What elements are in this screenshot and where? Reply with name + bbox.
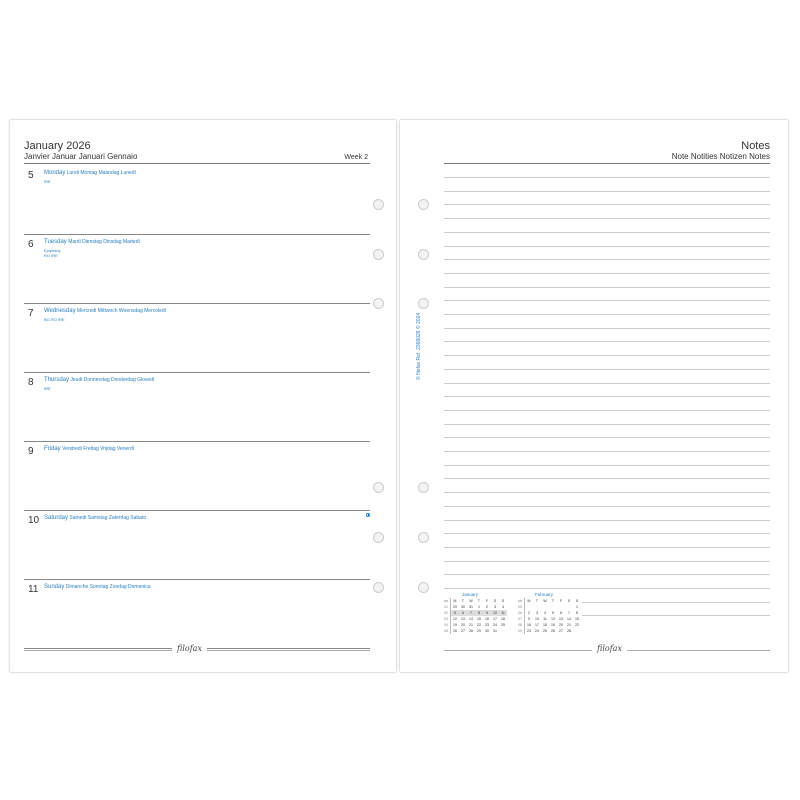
day-number: 8 — [28, 377, 34, 388]
date-cell: 10 — [535, 617, 539, 621]
note-line[interactable] — [444, 355, 770, 356]
weekday-header: T — [535, 599, 539, 603]
note-line[interactable] — [444, 574, 770, 575]
date-cell: 5 — [552, 611, 554, 615]
date-cell: 17 — [535, 623, 539, 627]
note-line[interactable] — [444, 561, 770, 562]
date-cell: 7 — [568, 611, 570, 615]
note-line[interactable] — [444, 259, 770, 260]
note-line[interactable] — [582, 602, 770, 603]
day-names — [44, 584, 151, 590]
holiday-line: Epiphany — [44, 248, 61, 253]
date-cell: 22 — [477, 623, 481, 627]
planner-spread — [10, 120, 788, 672]
date-cell: 24 — [493, 623, 497, 627]
vertical-reference-text: © filofax Ref. 2368026 © 2024 — [416, 312, 422, 380]
day-name-translations: Dimanche Sonntag Zondag Domenica — [65, 584, 151, 590]
date-cell: 8 — [475, 610, 483, 616]
weekday-header: T — [551, 599, 555, 603]
date-cell: 28 — [469, 629, 473, 633]
note-line[interactable] — [444, 410, 770, 411]
note-line[interactable] — [444, 506, 770, 507]
date-cell: 25 — [501, 623, 505, 627]
day-name: Wednesday — [44, 308, 76, 314]
holiday-notes — [44, 386, 51, 391]
date-cell: 15 — [477, 617, 481, 621]
day-name-translations: Jeudi Donnerstag Donderdag Giovedì — [70, 377, 155, 383]
date-cell: 12 — [551, 617, 555, 621]
mini-calendar-title: February — [534, 592, 553, 597]
date-cell: 27 — [559, 629, 563, 633]
date-cell: 22 — [575, 623, 579, 627]
date-cell: 5 — [451, 610, 459, 616]
day-names — [44, 308, 166, 314]
holiday-notes — [44, 317, 65, 322]
note-line[interactable] — [444, 424, 770, 425]
note-line[interactable] — [444, 300, 770, 301]
weekday-header: W — [543, 599, 547, 603]
day-number: 9 — [28, 446, 34, 457]
week-number-cell: 06 — [516, 610, 525, 616]
day-block[interactable] — [24, 579, 370, 649]
date-cell: 31 — [469, 605, 473, 609]
date-cell: 16 — [485, 617, 489, 621]
weekday-header: S — [493, 599, 497, 603]
note-line[interactable] — [444, 246, 770, 247]
holiday-line: BG RO IRE — [44, 317, 65, 322]
note-line[interactable] — [444, 218, 770, 219]
week-number-cell: 03 — [442, 616, 451, 622]
note-line[interactable] — [444, 204, 770, 205]
note-line[interactable] — [444, 547, 770, 548]
note-line[interactable] — [444, 533, 770, 534]
date-cell: 4 — [544, 611, 546, 615]
date-cell: 7 — [467, 610, 475, 616]
date-cell: 16 — [527, 623, 531, 627]
note-line[interactable] — [444, 478, 770, 479]
date-cell: 26 — [551, 629, 555, 633]
weekday-header: W — [469, 599, 473, 603]
note-line[interactable] — [444, 273, 770, 274]
note-line[interactable] — [444, 191, 770, 192]
date-cell: 1 — [576, 605, 578, 609]
day-name: Thursday — [44, 377, 70, 383]
date-cell: 25 — [543, 629, 547, 633]
day-name-translations: Samedi Samstag Zaterdag Sabato — [69, 515, 147, 521]
date-cell: 13 — [461, 617, 465, 621]
day-name-translations: Lundi Montag Maandag Lunedì — [66, 170, 136, 176]
day-names — [44, 239, 140, 245]
date-cell: 10 — [491, 610, 499, 616]
date-cell: 11 — [543, 617, 547, 621]
moon-phase-icon — [366, 513, 370, 517]
date-cell: 30 — [485, 629, 489, 633]
punch-hole — [418, 249, 429, 260]
week-number-cell: 04 — [442, 622, 451, 628]
date-cell: 12 — [453, 617, 457, 621]
day-block[interactable] — [24, 510, 370, 580]
date-cell: 3 — [494, 605, 496, 609]
note-line[interactable] — [444, 232, 770, 233]
punch-hole — [418, 199, 429, 210]
weekday-header: F — [559, 599, 563, 603]
weekday-header: M — [527, 599, 531, 603]
note-line[interactable] — [444, 437, 770, 438]
note-line[interactable] — [444, 177, 770, 178]
holiday-notes — [44, 248, 61, 258]
holiday-line: RO IRE — [44, 253, 58, 258]
date-cell: 8 — [576, 611, 578, 615]
date-cell: 1 — [478, 605, 480, 609]
week-number-cell: 01 — [442, 604, 451, 610]
week-number-cell: 07 — [516, 616, 525, 622]
date-cell: 18 — [501, 617, 505, 621]
date-cell: 17 — [493, 617, 497, 621]
day-name-translations: Mercredi Mittwoch Woensdag Mercoledì — [76, 308, 167, 314]
day-number: 10 — [28, 515, 40, 526]
day-names — [44, 170, 136, 176]
weekday-header: T — [461, 599, 465, 603]
notes-title: Notes — [741, 140, 770, 152]
date-cell: 19 — [453, 623, 457, 627]
day-block[interactable] — [24, 372, 370, 442]
date-cell: 29 — [453, 605, 457, 609]
day-block[interactable] — [24, 165, 370, 235]
date-cell: 11 — [499, 610, 507, 616]
holiday-line: IRE — [44, 386, 51, 391]
holiday-notes — [44, 179, 51, 184]
week-number-cell: 02 — [442, 610, 451, 616]
date-cell: 20 — [461, 623, 465, 627]
month-title: January 2026 — [24, 140, 91, 152]
filofax-logo: filofax — [592, 644, 627, 653]
day-block[interactable] — [24, 441, 370, 511]
date-cell: 19 — [551, 623, 555, 627]
week-number-cell: 05 — [442, 628, 451, 634]
date-cell: 21 — [469, 623, 473, 627]
weekday-header: S — [501, 599, 505, 603]
note-line[interactable] — [582, 615, 770, 616]
date-cell: 2 — [486, 605, 488, 609]
filofax-logo: filofax — [172, 644, 207, 653]
day-name: Saturday — [44, 515, 69, 521]
date-cell: 30 — [461, 605, 465, 609]
date-cell: 29 — [477, 629, 481, 633]
day-number: 5 — [28, 170, 34, 181]
date-cell: 14 — [567, 617, 571, 621]
date-cell: 6 — [560, 611, 562, 615]
day-name: Monday — [44, 170, 66, 176]
note-line[interactable] — [444, 588, 770, 589]
date-cell: 3 — [536, 611, 538, 615]
punch-hole — [418, 582, 429, 593]
note-line[interactable] — [444, 465, 770, 466]
date-cell: 4 — [502, 605, 504, 609]
date-cell: 9 — [483, 610, 491, 616]
date-cell: 20 — [559, 623, 563, 627]
weekday-header: wk — [442, 598, 451, 604]
date-cell: 28 — [567, 629, 571, 633]
punch-hole — [373, 482, 384, 493]
note-line[interactable] — [444, 396, 770, 397]
mini-calendar — [442, 592, 507, 634]
punch-hole — [418, 532, 429, 543]
right-page — [400, 120, 788, 672]
date-cell: 18 — [543, 623, 547, 627]
day-number: 6 — [28, 239, 34, 250]
day-names — [44, 377, 154, 383]
weekday-header: F — [485, 599, 489, 603]
day-name-translations: Vendredi Freitag Vrijdag Venerdì — [62, 446, 135, 452]
weekday-header: S — [567, 599, 571, 603]
punch-hole — [418, 482, 429, 493]
note-line[interactable] — [444, 383, 770, 384]
date-cell: 21 — [567, 623, 571, 627]
weekday-header: wk — [516, 598, 525, 604]
mini-calendar — [516, 592, 581, 634]
note-line[interactable] — [444, 492, 770, 493]
punch-hole — [373, 582, 384, 593]
weekday-header: T — [477, 599, 481, 603]
date-cell — [573, 628, 581, 634]
date-cell: 6 — [459, 610, 467, 616]
day-names — [44, 446, 134, 452]
date-cell: 13 — [559, 617, 563, 621]
note-line[interactable] — [444, 287, 770, 288]
date-cell — [499, 628, 507, 634]
day-name: Sunday — [44, 584, 65, 590]
day-names — [44, 515, 146, 521]
mini-calendar-title: January — [461, 592, 478, 597]
week-number-cell: 05 — [516, 604, 525, 610]
date-cell: 9 — [528, 617, 530, 621]
day-name: Friday — [44, 446, 61, 452]
note-line[interactable] — [444, 369, 770, 370]
month-multilang: Janvier Januar Januari Gennaio — [24, 152, 138, 161]
day-name-translations: Mardi Dienstag Dinsdag Martedì — [68, 239, 140, 245]
day-number: 7 — [28, 308, 34, 319]
notes-subtitle: Note Notities Notizen Notes — [671, 152, 770, 161]
note-line[interactable] — [444, 341, 770, 342]
note-line[interactable] — [444, 328, 770, 329]
note-line[interactable] — [444, 520, 770, 521]
left-page — [10, 120, 396, 672]
week-number: Week 2 — [344, 154, 368, 161]
date-cell: 14 — [469, 617, 473, 621]
weekday-header: M — [453, 599, 457, 603]
day-block[interactable] — [24, 303, 370, 373]
date-cell: 31 — [493, 629, 497, 633]
day-block[interactable] — [24, 234, 370, 304]
date-cell: 23 — [485, 623, 489, 627]
weekday-header: S — [575, 599, 579, 603]
date-cell: 27 — [461, 629, 465, 633]
holiday-line: IRE — [44, 179, 51, 184]
date-cell: 2 — [528, 611, 530, 615]
day-name: Tuesday — [44, 239, 67, 245]
punch-hole — [373, 298, 384, 309]
punch-hole — [418, 298, 429, 309]
date-cell: 24 — [535, 629, 539, 633]
day-number: 11 — [28, 584, 39, 595]
punch-hole — [373, 199, 384, 210]
note-line[interactable] — [444, 451, 770, 452]
notes-header-divider — [444, 163, 770, 164]
date-cell: 26 — [453, 629, 457, 633]
week-number-cell: 09 — [516, 628, 525, 634]
note-line[interactable] — [444, 314, 770, 315]
week-number-cell: 08 — [516, 622, 525, 628]
punch-hole — [373, 249, 384, 260]
date-cell: 15 — [575, 617, 579, 621]
date-cell: 23 — [527, 629, 531, 633]
header-divider — [24, 163, 370, 164]
punch-hole — [373, 532, 384, 543]
